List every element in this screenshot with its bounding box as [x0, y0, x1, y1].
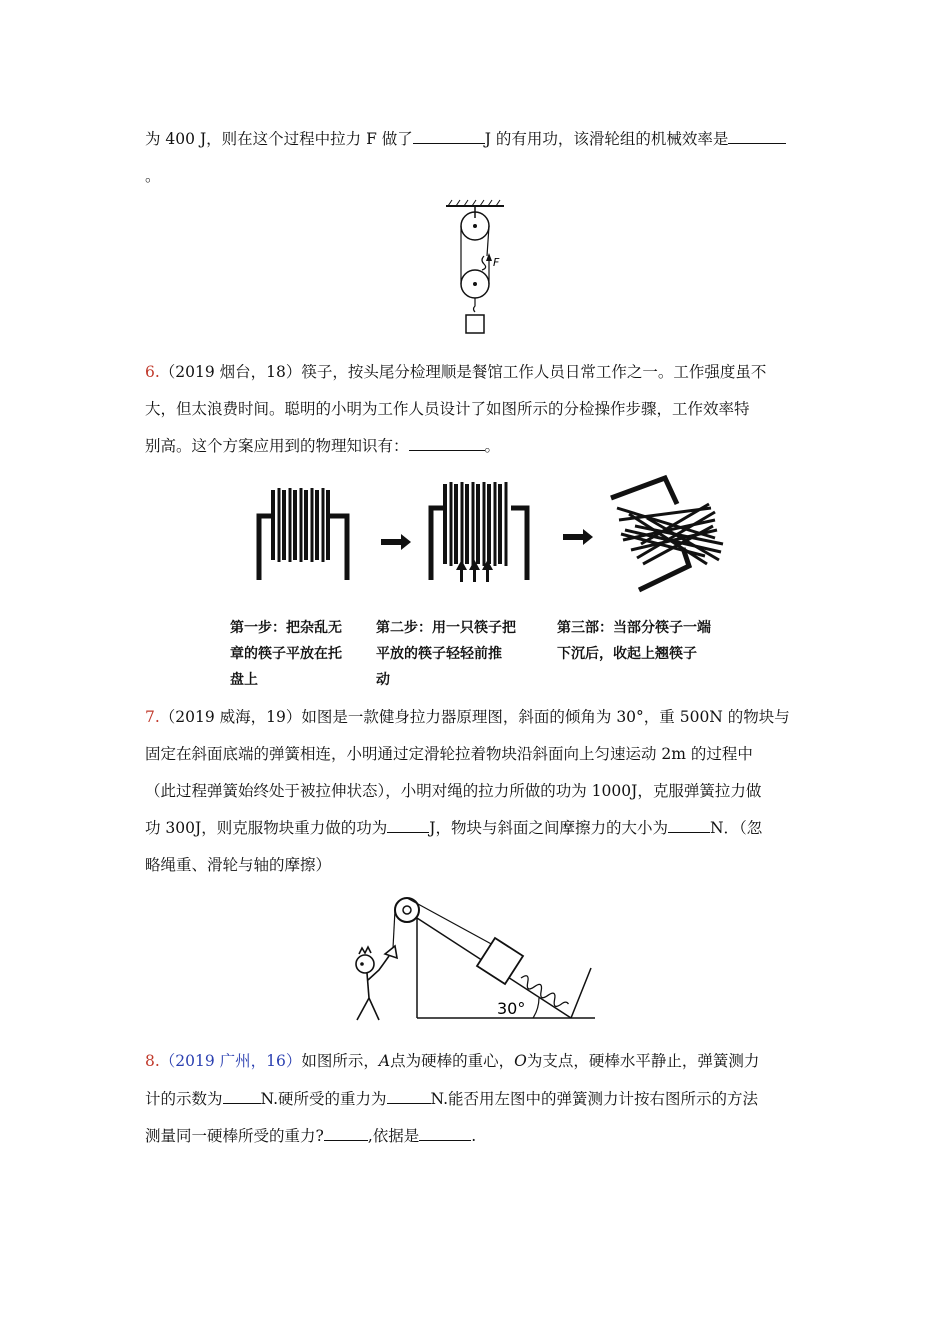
step3-caption [557, 615, 742, 667]
q7-blank-gravity-work[interactable] [387, 817, 429, 833]
q7-text-2: 固定在斜面底端的弹簧相连，小明通过定滑轮拉着物块沿斜面向上匀速运动 2m 的过程中 [145, 745, 753, 763]
step2-caption [376, 615, 546, 693]
step1-caption-line-2: 章的筷子平放在托 [230, 646, 342, 662]
step2-caption-line-1: 第二步：用一只筷子把 [376, 620, 516, 636]
arrow-1-icon [381, 534, 411, 550]
q7-text-3: （此过程弹簧始终处于被拉伸状态），小明对绳的拉力所做的功为 1000J，克服弹簧拉力做 [145, 782, 762, 800]
q7-line-4 [145, 817, 810, 839]
q6-text-1: （2019 烟台，18）筷子，按头尾分检理顺是餐馆工作人员日常工作之一。工作强度虽不 [159, 363, 767, 381]
q7-text-4a: 功 300J，则克服物块重力做的功为 [145, 819, 388, 837]
arrow-2-icon [563, 529, 593, 545]
q6-line-2 [145, 398, 810, 420]
pulley-figure [440, 198, 510, 343]
step1-chopsticks [273, 488, 328, 562]
step1-caption-line-1: 第一步：把杂乱无 [230, 620, 342, 636]
q7-text-4c: N．（忽 [709, 819, 763, 837]
q5-line-2 [145, 165, 810, 187]
q5-blank-useful-work[interactable] [413, 128, 485, 144]
q8-blank-basis[interactable] [419, 1125, 471, 1141]
q6-text-3b: 。 [484, 437, 501, 455]
q8-blank-weight[interactable] [387, 1088, 431, 1104]
q8-text-1c: 为支点，硬棒水平静止，弹簧测力 [526, 1052, 760, 1070]
incline-angle-label: 30° [497, 999, 526, 1018]
step2-caption-line-2: 平放的筷子轻轻前推 [376, 646, 502, 662]
q8-text-3c: . [471, 1127, 477, 1145]
q8-line-2 [145, 1088, 810, 1110]
push-arrows-icon [456, 560, 493, 582]
q8-text-2b: N.硬所受的重力为 [260, 1090, 387, 1108]
q8-text-2a: 计的示数为 [145, 1090, 223, 1108]
q6-line-1 [145, 361, 810, 383]
q5-text-b: J 的有用功，该滑轮组的机械效率是 [484, 130, 729, 148]
q5-text-end: 。 [145, 167, 161, 185]
step2-caption-line-3: 动 [376, 672, 390, 688]
q8-line-3 [145, 1125, 810, 1147]
q8-blank-can-measure[interactable] [324, 1125, 368, 1141]
chopsticks-figure [245, 468, 735, 598]
q8-source: （2019 广州，16） [159, 1052, 302, 1070]
q7-line-1 [145, 706, 810, 728]
q7-line-5 [145, 854, 810, 876]
q8-text-1a: 如图所示， [301, 1052, 379, 1070]
step3-chopsticks [617, 504, 723, 564]
q8-text-1b: 点为硬棒的重心， [390, 1052, 515, 1070]
incline-figure [345, 890, 600, 1025]
step3-caption-line-1: 第三部：当部分筷子一端 [557, 620, 711, 636]
step3-caption-line-2: 下沉后，收起上翘筷子 [557, 646, 697, 662]
q7-blank-friction[interactable] [668, 817, 710, 833]
step1-caption [230, 615, 370, 693]
q8-text-3a: 测量同一硬棒所受的重力? [145, 1127, 324, 1145]
q7-text-4b: J，物块与斜面之间摩擦力的大小为 [429, 819, 668, 837]
q6-text-2: 大，但太浪费时间。聪明的小明为工作人员设计了如图所示的分检操作步骤，工作效率特 [145, 400, 750, 418]
q6-line-3 [145, 435, 810, 457]
q5-line-1 [145, 128, 810, 150]
q7-number: 7. [145, 708, 160, 726]
q7-line-2 [145, 743, 810, 765]
q6-blank-physics[interactable] [409, 435, 485, 451]
q8-blank-reading[interactable] [223, 1088, 261, 1104]
q8-text-3b: ,依据是 [367, 1127, 420, 1145]
q8-point-a: A [378, 1052, 391, 1070]
q7-line-3 [145, 780, 810, 802]
q6-text-3a: 别高。这个方案应用到的物理知识有： [145, 437, 409, 455]
q5-blank-efficiency[interactable] [728, 128, 786, 144]
person-icon [356, 946, 397, 1020]
q8-number: 8. [145, 1052, 160, 1070]
q7-text-1: （2019 威海，19）如图是一款健身拉力器原理图，斜面的倾角为 30°，重 500N 的物块与 [159, 708, 790, 726]
q8-text-2c: N.能否用左图中的弹簧测力计按右图所示的方法 [430, 1090, 759, 1108]
q8-point-o: O [514, 1052, 527, 1070]
pulley-force-label: F [493, 256, 500, 269]
q7-text-5: 略绳重、滑轮与轴的摩擦） [145, 856, 332, 874]
q8-line-1 [145, 1050, 810, 1072]
step2-chopsticks [445, 482, 506, 566]
step1-caption-line-3: 盘上 [230, 672, 258, 688]
q6-number: 6. [145, 363, 160, 381]
q5-text-a: 为 400 J，则在这个过程中拉力 F 做了 [145, 130, 413, 148]
